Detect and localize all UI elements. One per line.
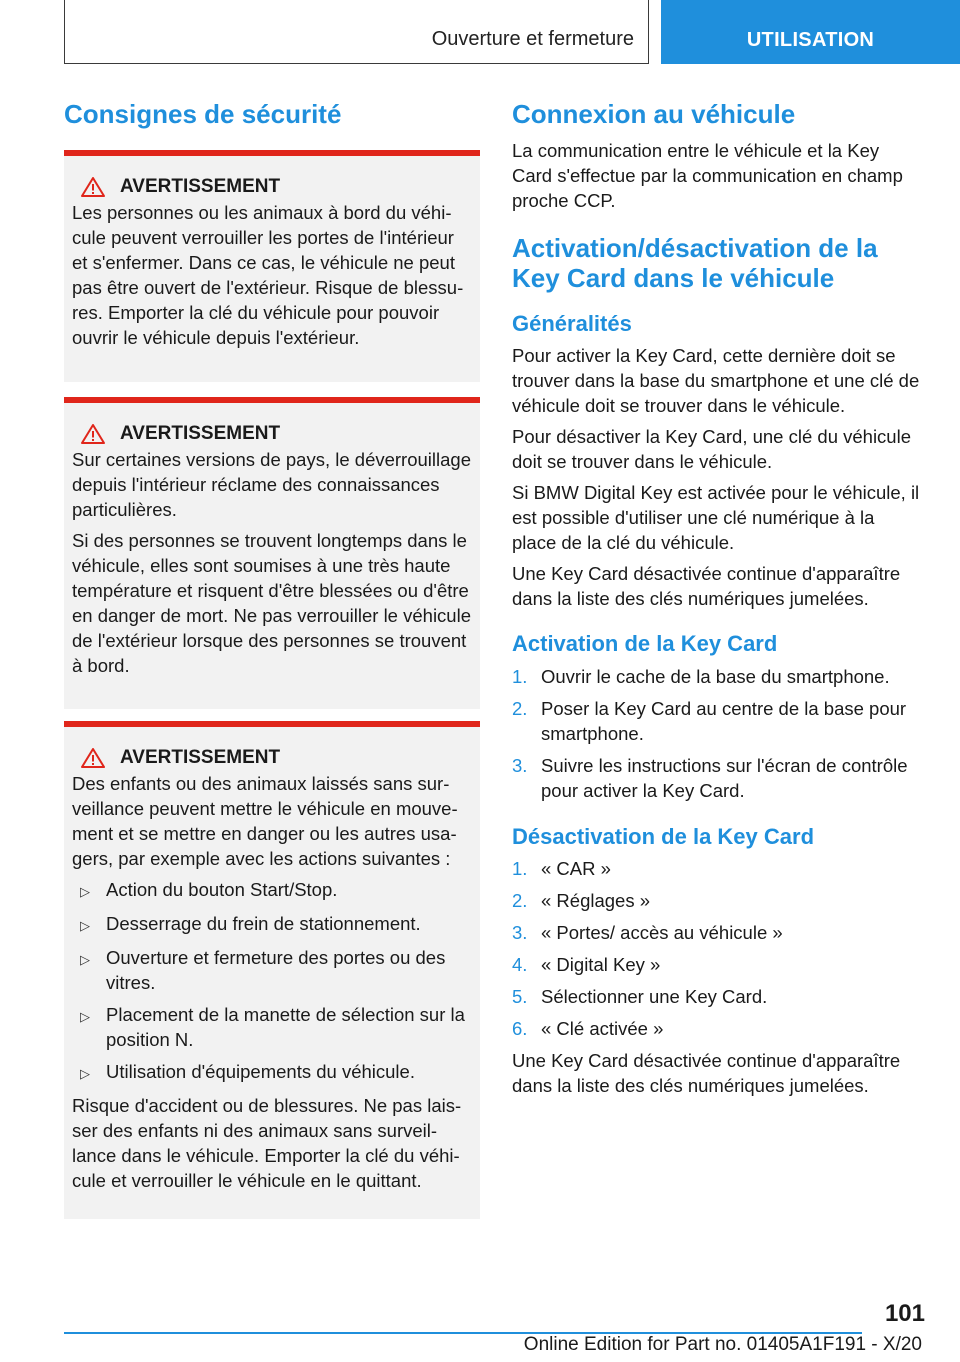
generalites-text: Si BMW Digital Key est activée pour le véhicule, il est possible d'utiliser une clé numérique à la place de la clé du véhicule. bbox=[512, 482, 920, 554]
header-section bbox=[64, 0, 649, 64]
generalites-text: Pour désactiver la Key Card, une clé du véhicule doit se trouver dans le véhicule. bbox=[512, 426, 911, 473]
list-item: ▷ Ouverture et fermeture des portes ou des vitres. bbox=[72, 945, 472, 995]
warning-box bbox=[64, 150, 480, 382]
right-column bbox=[512, 100, 922, 1098]
list-item: 5. Sélectionner une Key Card. bbox=[512, 986, 768, 1008]
warning-header bbox=[72, 423, 472, 445]
warning-triangle-icon bbox=[80, 423, 106, 445]
connexion-title: Connexion au véhicule bbox=[512, 99, 796, 129]
desactivation-steps bbox=[512, 856, 922, 1041]
warning-triangle-icon bbox=[80, 176, 106, 198]
activation-steps bbox=[512, 664, 922, 803]
warning-text: Si des personnes se trouvent longtemps dans le véhicule, elles sont soumises à une très haute température et risquent d'être blessées ou d'être en danger de mort. Ne pas verrouiller le véhicule de l'extérieur lorsque des personnes se trouvent à bord. bbox=[72, 529, 471, 676]
bullet-list bbox=[72, 877, 472, 1086]
list-item: ▷ Desserrage du frein de stationnement. bbox=[72, 911, 472, 938]
page-number: 101 bbox=[884, 1300, 925, 1327]
activation-title: Activation de la Key Card bbox=[512, 631, 778, 657]
warning-box bbox=[64, 397, 480, 709]
warning-label: AVERTISSEMENT bbox=[120, 175, 281, 197]
generalites-text: Pour activer la Key Card, cette dernière doit se trouver dans la base du smartphone et une clé de véhicule doit se trouver dans le véhicule. bbox=[512, 345, 920, 417]
header-chapter-title: UTILISATION bbox=[746, 29, 875, 51]
list-item: 2. « Réglages » bbox=[512, 890, 651, 912]
warning-header bbox=[72, 747, 472, 769]
list-item: 3. « Portes/ accès au véhicule » bbox=[512, 922, 783, 944]
activation-section-title: Activation/désactivation de la Key Card dans le véhicule bbox=[512, 232, 878, 293]
list-item: ▷ Placement de la manette de sélection sur la position N. bbox=[72, 1002, 472, 1052]
generalites-title: Généralités bbox=[512, 310, 632, 336]
warning-text: Risque d'accident ou de blessures. Ne pas laisser des enfants ni des animaux sans surveillance dans le véhicule. Emporter la clé du véhicule et verrouiller le véhicule en le quittant. bbox=[72, 1094, 462, 1191]
header-section-title: Ouverture et fermeture bbox=[431, 28, 634, 50]
bullet-triangle-icon: ▷ bbox=[80, 917, 90, 933]
bullet-triangle-icon: ▷ bbox=[80, 1065, 90, 1081]
warning-triangle-icon bbox=[80, 747, 106, 769]
list-item: 3. Suivre les instructions sur l'écran de contrôle pour activer la Key Card. bbox=[512, 754, 908, 801]
warning-text: Des enfants ou des animaux laissés sans surveillance peuvent mettre le véhicule en mouvement et se mettre en danger ou les autres usagers, par exemple avec les actions suivantes : bbox=[72, 772, 458, 869]
warning-label: AVERTISSEMENT bbox=[120, 746, 281, 768]
connexion-text: La communication entre le véhicule et la Key Card s'effectue par la communication en champ proche CCP. bbox=[512, 139, 903, 211]
warning-label: AVERTISSEMENT bbox=[120, 422, 281, 444]
bullet-triangle-icon: ▷ bbox=[80, 1008, 90, 1024]
warning-text: Les personnes ou les animaux à bord du véhicule peuvent verrouiller les portes de l'intérieur et s'enfermer. Dans ce cas, le véhicule ne peut pas être ouvert de l'extérieur. Risque de blessures. Emporter la clé du véhicule pour pouvoir ouvrir le véhicule depuis l'extérieur. bbox=[72, 201, 464, 348]
desactivation-note: Une Key Card désactivée continue d'apparaître dans la liste des clés numériques jumelées. bbox=[512, 1050, 901, 1097]
list-item: ▷ Action du bouton Start/Stop. bbox=[72, 877, 472, 904]
left-column bbox=[64, 100, 480, 1219]
list-item: 4. « Digital Key » bbox=[512, 954, 661, 976]
list-item: 6. « Clé activée » bbox=[512, 1018, 664, 1040]
list-item: 2. Poser la Key Card au centre de la base pour smartphone. bbox=[512, 697, 907, 744]
footer-edition: Online Edition for Part no. 01405A1F191 - X/20 bbox=[523, 1334, 922, 1355]
desactivation-title: Désactivation de la Key Card bbox=[512, 823, 815, 849]
list-item: 1. Ouvrir le cache de la base du smartphone. bbox=[512, 665, 890, 687]
list-item: 1. « CAR » bbox=[512, 858, 611, 880]
bullet-triangle-icon: ▷ bbox=[80, 951, 90, 967]
generalites-text: Une Key Card désactivée continue d'apparaître dans la liste des clés numériques jumelées. bbox=[512, 563, 901, 610]
warning-box bbox=[64, 721, 480, 1219]
warning-text: Sur certaines versions de pays, le déverrouillage depuis l'intérieur réclame des connaissances particulières. bbox=[72, 448, 471, 520]
warning-header bbox=[72, 176, 472, 198]
list-item: ▷ Utilisation d'équipements du véhicule. bbox=[72, 1059, 472, 1086]
header-chapter[interactable] bbox=[661, 0, 960, 64]
bullet-triangle-icon: ▷ bbox=[80, 883, 90, 899]
safety-title: Consignes de sécurité bbox=[64, 99, 342, 129]
